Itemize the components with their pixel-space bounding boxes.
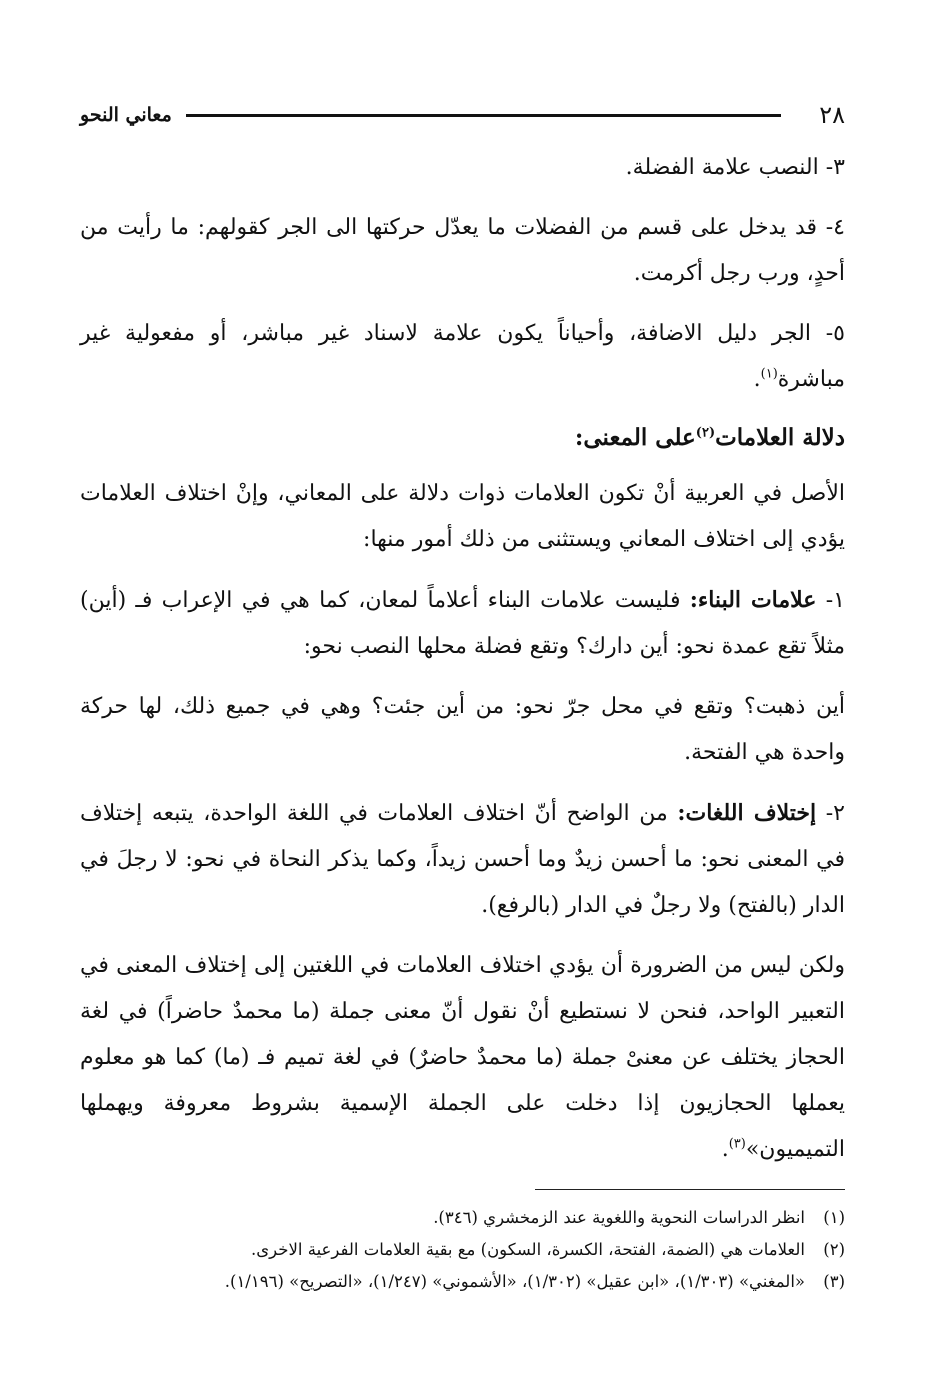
- item-text: من الواضح أنّ اختلاف العلامات في اللغة الواحدة، يتبعه إختلاف في المعنى نحو: ما أحسن زيدٌ وما أحسن زيداً، وكما يذكر النحاة في نحو: لا رجلَ في الدار (بالفتح) ولا رجلٌ في الدار (بالرفع).: [80, 801, 845, 918]
- footnote-text: «المغني» (١/٣٠٣)، «ابن عقيل» (١/٣٠٢)، «الأشموني» (١/٢٤٧)، «التصريح» (١/١٩٦).: [224, 1272, 805, 1291]
- footnote-2: [80, 1234, 845, 1266]
- section-heading-part1: دلالة العلامات: [715, 424, 845, 451]
- list-item-4: [80, 205, 845, 297]
- footnote-3: [80, 1266, 845, 1298]
- footnote-text: العلامات هي (الضمة، الفتحة، الكسرة، السكون) مع بقية العلامات الفرعية الاخرى.: [251, 1240, 805, 1259]
- item-cont-end: .: [721, 1137, 729, 1162]
- section-heading-part2: على المعنى:: [574, 424, 696, 451]
- item-1-paragraph: [80, 577, 845, 670]
- item-2-continuation: [80, 943, 845, 1173]
- footnote-mark: (٢): [823, 1240, 845, 1259]
- list-item-lead: ٥-: [810, 321, 845, 346]
- list-item-end: .: [753, 367, 761, 392]
- list-item-text: قد يدخل على قسم من الفضلات ما يعدّل حركتها الى الجر كقولهم: ما رأيت من أحدٍ، ورب رجل أكرمت.: [80, 215, 845, 286]
- list-item-text: الجر دليل الاضافة، وأحياناً يكون علامة لاسناد غير مباشر، أو مفعولية غير مباشرة: [80, 321, 845, 392]
- item-term: علامات البناء:: [689, 587, 817, 613]
- page-header: [80, 95, 845, 135]
- footnote-text: انظر الدراسات النحوية واللغوية عند الزمخشري (٣٤٦).: [433, 1208, 805, 1227]
- footnote-mark: (٣): [823, 1272, 845, 1291]
- running-title: معاني النحو: [80, 104, 172, 126]
- item-lead: ٢-: [816, 801, 845, 826]
- footnote-ref-1[interactable]: (١): [760, 366, 778, 382]
- header-rule: [186, 114, 781, 117]
- list-item-lead: ٤-: [817, 215, 845, 240]
- page-number: ٢٨: [819, 101, 845, 129]
- section-heading: [80, 415, 845, 461]
- list-item-5: [80, 311, 845, 403]
- footnote-mark: (١): [823, 1208, 845, 1227]
- footnote-1: [80, 1202, 845, 1234]
- item-term: إختلاف اللغات:: [677, 800, 817, 826]
- item-lead: ١-: [816, 588, 845, 613]
- book-page: [80, 95, 845, 1298]
- item-cont-text: ولكن ليس من الضرورة أن يؤدي اختلاف العلامات في اللغتين إلى إختلاف المعنى في التعبير الواحد، فنحن لا نستطيع أنْ نقول أنّ معنى جملة (ما محمدٌ حاضراً) في لغة الحجاز يختلف عن معنىْ جملة (ما محمدٌ حاضرٌ) في لغة تميم فـ (ما) كما هو معلوم يعملها الحجازيون إذا دخلت على الجملة الإسمية بشروط معروفة ويهملها التميميون»: [80, 953, 845, 1162]
- item-1-continuation: أين ذهبت؟ وتقع في محل جرّ نحو: من أين جئت؟ وهي في جميع ذلك، لها حركة واحدة هي الفتحة.: [80, 694, 845, 765]
- item-text: فليست علامات البناء أعلاماً لمعان، كما هي في الإعراب فـ (أين) مثلاً تقع عمدة نحو: أين دارك؟ وتقع فضلة محلها النصب نحو:: [80, 588, 845, 659]
- list-item-lead: ٣-: [818, 155, 845, 180]
- list-item-text: النصب علامة الفضلة.: [625, 155, 819, 180]
- list-item-3: [80, 145, 845, 191]
- item-2-paragraph: [80, 790, 845, 929]
- intro-paragraph: الأصل في العربية أنْ تكون العلامات ذوات دلالة على المعاني، وإنْ اختلاف العلامات يؤدي إلى اختلاف المعاني ويستثنى من ذلك أمور منها:: [80, 481, 845, 552]
- footnote-separator: [535, 1189, 845, 1190]
- footnote-ref-2[interactable]: (٢): [695, 425, 716, 441]
- footnote-ref-3[interactable]: (٣): [728, 1136, 746, 1152]
